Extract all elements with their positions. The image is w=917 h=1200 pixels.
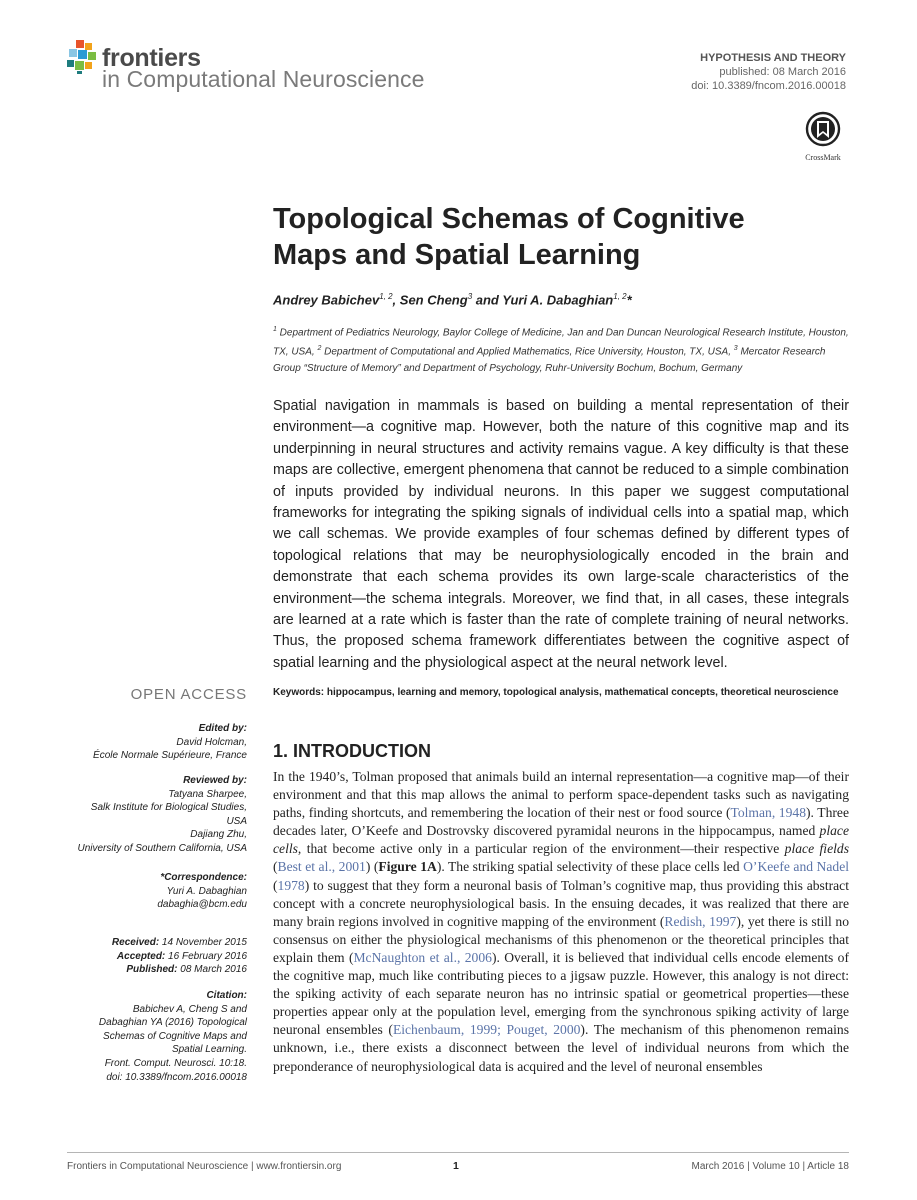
- crossmark-badge[interactable]: [799, 111, 847, 162]
- published-value: 08 March 2016: [177, 964, 247, 976]
- dates-block: [47, 936, 247, 977]
- author-name[interactable]: Andrey Babichev: [273, 292, 380, 308]
- affiliation-text: Department of Pediatrics Neurology, Baylor College of Medicine, Jan and Dan Duncan Neurological Research Institute, Houston, TX, USA,: [273, 327, 849, 358]
- author-separator: ,: [392, 292, 400, 308]
- text-run: ). Three decades later, O’Keefe and Dostrovsky discovered pyramidal neurons in the hippocampus, named: [273, 805, 849, 839]
- section-heading: 1. INTRODUCTION: [273, 741, 432, 761]
- author-name[interactable]: Sen Cheng: [399, 292, 468, 308]
- reviewer-affiliation: USA: [226, 815, 247, 827]
- citation-line: Front. Comput. Neurosci. 10:18.: [104, 1057, 247, 1069]
- figure-ref[interactable]: Figure 1A: [378, 859, 437, 875]
- text-run: , that become active only in a particular region of the environment—their respective: [297, 841, 785, 857]
- citation-link[interactable]: Best et al., 2001: [277, 859, 366, 875]
- author-list: [273, 292, 863, 307]
- reviewer-name: Dajiang Zhu,: [190, 829, 247, 841]
- citation-link[interactable]: Tolman, 1948: [730, 805, 806, 821]
- journal-name: in Computational Neuroscience: [102, 66, 425, 92]
- affiliation-sup: 2: [317, 345, 322, 353]
- text-run: (: [273, 859, 278, 875]
- correspondence-email[interactable]: dabaghia@bcm.edu: [157, 899, 247, 911]
- citation-line: Spatial Learning.: [171, 1044, 247, 1056]
- text-run: ) to suggest that they form a neuronal basis of Tolman’s cognitive map, thus providing this abstract concept with a concrete neurophysiological basis. In the ensuing decades, it was realized that there are many brain regions involved in cognitive mapping of the environment (: [273, 877, 849, 929]
- text-run: ). Overall, it is believed that individual cells encode elements of the cognitive map, much like contributing pieces to a jigsaw puzzle. However, this analogy is not direct: the spiking activity of each separate neuron has no intrinsic spatial or geometrical properties—these properties appear only at the population level, emerging from the synchronous spiking activity of large neuronal ensembles (: [273, 949, 849, 1038]
- author-sup: 3: [467, 292, 473, 301]
- footer-journal-link[interactable]: Frontiers in Computational Neuroscience | www.frontiersin.org: [67, 1161, 342, 1172]
- crossmark-label: CrossMark: [805, 153, 841, 162]
- correspondence-name: Yuri A. Dabaghian: [166, 885, 247, 897]
- emphasis: place cells: [273, 823, 849, 857]
- editor-name: David Holcman,: [176, 736, 247, 748]
- received-label: Received:: [111, 937, 160, 948]
- footer-divider: [67, 1152, 849, 1153]
- title-line-2: Maps and Spatial Learning: [273, 239, 641, 271]
- text-run: ), yet there is still no consensus on either the physiological mechanisms of this phenomenon or the theoretical principles that explain them (: [273, 913, 849, 965]
- reviewed-by-block: [47, 774, 247, 856]
- affiliation-sup: 1: [273, 326, 277, 333]
- corresponding-mark: *: [626, 292, 632, 308]
- brand-name: frontiers: [102, 44, 201, 72]
- citation-line: Dabaghian YA (2016) Topological: [98, 1017, 247, 1029]
- text-run: (: [273, 877, 278, 893]
- title-line-1: Topological Schemas of Cognitive: [273, 203, 745, 235]
- author-name[interactable]: Yuri A. Dabaghian: [502, 292, 614, 308]
- emphasis: place fields: [784, 841, 849, 857]
- edited-by-label: Edited by:: [198, 723, 247, 734]
- affiliations: [273, 322, 851, 377]
- published-date: published: 08 March 2016: [719, 66, 846, 78]
- article-doi: doi: 10.3389/fncom.2016.00018: [691, 80, 846, 92]
- citation-link[interactable]: Redish, 1997: [664, 913, 737, 929]
- reviewed-by-label: Reviewed by:: [183, 775, 247, 786]
- page-number: 1: [453, 1160, 459, 1172]
- text-run: In the 1940’s, Tolman proposed that animals build an internal representation—a cognitive map—of their environment and that this map allows the animal to perform space-dependent tasks such as navigating paths, finding shortcuts, and remembering the location of their nest or food source (: [273, 769, 849, 821]
- text-run: ). The striking spatial selectivity of these place cells led: [436, 859, 744, 875]
- citation-doi[interactable]: doi: 10.3389/fncom.2016.00018: [106, 1071, 247, 1083]
- keywords: Keywords: hippocampus, learning and memory, topological analysis, mathematical concepts, theoretical neuroscience: [273, 687, 839, 698]
- affiliation-sup: 3: [733, 345, 738, 353]
- author-separator: and: [472, 292, 503, 308]
- citation-label: Citation:: [206, 990, 247, 1001]
- correspondence-label: *Correspondence:: [160, 872, 247, 883]
- citation-link[interactable]: O’Keefe and Nadel: [743, 859, 850, 875]
- author-sup: 1, 2: [613, 292, 627, 301]
- reviewer-affiliation: University of Southern California, USA: [77, 842, 247, 854]
- citation-block: [47, 989, 247, 1084]
- received-value: 14 November 2015: [159, 937, 247, 948]
- article-type: HYPOTHESIS AND THEORY: [700, 52, 846, 64]
- citation-line: Schemas of Cognitive Maps and: [103, 1030, 247, 1042]
- intro-paragraph: [273, 768, 849, 1076]
- text-run: ). The mechanism of this phenomenon remains unknown, i.e., there exists a disconnect between the level of individual neurons from which the preponderance of neurophysiological data is acquired and the level of neuronal ensembles: [273, 1022, 850, 1074]
- abstract: Spatial navigation in mammals is based on building a mental representation of their environment—a cognitive map. However, both the nature of this cognitive map and its underpinning in neural structures and activity remains vague. A key difficulty is that these maps are collective, emergent phenomena that cannot be reduced to a simple combination of inputs provided by individual neurons. In this paper we suggest computational frameworks for integrating the spiking signals of individual cells into a spatial map, which we call schemas. We provide examples of four schemas defined by different types of topological relations that may be neurophysiologically encoded in the brain and demonstrate that each schema provides its own large-scale characteristics of the environment—the schema integrals. Moreover, we find that, in all cases, these integrals are learned at a rate which is faster than the rate of complete training of neural networks. Thus, the proposed schema framework differentiates between the cognitive aspect of spatial learning and the physiological aspect at the neural network level.: [273, 398, 849, 671]
- affiliation-text: Department of Computational and Applied Mathematics, Rice University, Houston, TX, USA,: [321, 346, 734, 358]
- editor-affiliation: École Normale Supérieure, France: [93, 750, 247, 762]
- affiliation-text: Mercator Research Group “Structure of Memory” and Department of Psychology, Ruhr-University Bochum, Bochum, Germany: [273, 346, 826, 374]
- citation-link[interactable]: 1978: [277, 877, 305, 893]
- article-title: [273, 201, 863, 273]
- footer-issue-info: March 2016 | Volume 10 | Article 18: [691, 1161, 849, 1172]
- published-label: Published:: [126, 964, 178, 976]
- citation-link[interactable]: McNaughton et al., 2006: [353, 949, 492, 965]
- citation-link[interactable]: Eichenbaum, 1999; Pouget, 2000: [392, 1022, 581, 1038]
- edited-by-block: [47, 722, 247, 763]
- frontiers-logo-icon: [67, 40, 97, 74]
- citation-line: Babichev A, Cheng S and: [132, 1003, 247, 1015]
- text-run: ) (: [365, 859, 379, 875]
- reviewer-name: Tatyana Sharpee,: [168, 788, 247, 800]
- correspondence-block: [47, 871, 247, 912]
- accepted-value: 16 February 2016: [165, 950, 247, 962]
- author-sup: 1, 2: [379, 292, 393, 301]
- reviewer-affiliation: Salk Institute for Biological Studies,: [90, 802, 247, 814]
- open-access-label: OPEN ACCESS: [130, 686, 247, 703]
- accepted-label: Accepted:: [116, 950, 166, 962]
- crossmark-icon: [805, 111, 841, 147]
